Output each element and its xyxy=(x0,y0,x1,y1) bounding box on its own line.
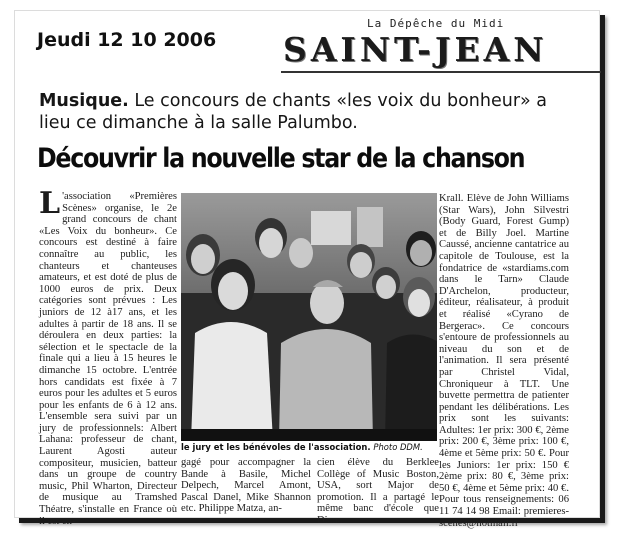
newspaper-name: La Dépêche du Midi xyxy=(367,17,505,30)
caption-text: le jury et les bénévoles de l'association. xyxy=(181,442,371,452)
kicker-label: Musique. xyxy=(39,91,129,111)
article-column-2 xyxy=(181,457,311,515)
drop-cap: L xyxy=(39,186,61,221)
clipping-date: Jeudi 12 10 2006 xyxy=(37,29,217,51)
photo-credit: Photo DDM. xyxy=(373,442,423,452)
group-photo-illustration xyxy=(181,193,437,441)
column-2-text: gagé pour accompagner la Bande à Basile, Michel Delpech, Marcel Amont, Pascal Danel, Mike Shannon etc. Philippe Matza, an- xyxy=(181,457,311,515)
article-column-1 xyxy=(39,186,177,527)
header-rule xyxy=(281,71,601,73)
kicker-text: Le concours de chants «les voix du bonheur» a lieu ce dimanche à la salle Palumbo. xyxy=(39,91,548,133)
column-4-text: Krall. Elève de John Williams (Star Wars), John Silvestri (Body Guard, Forest Gump) et de Billy Joel. Martine Caussé, ancienne cantatrice au capitole de Toulouse, est la fondatrice de «stardiams.com dans le Tarn» Claude D'Archelon, producteur, éditeur, réalisateur, à produit et réalisé «Cyrano de Bergerac». Ce concours s'entoure de professionnels au niveau du son et de l'animation. Il sera présenté par Christel Vidal, Chroniqueur à TLT. Une buvette permettra de patienter pendant les délibérations. Les prix sont les suivants: Adultes: 1er prix: 300 €, 2ème prix: 200 €, 3ème prix: 100 €, 4ème et 5ème prix: 50 €. Pour les Juniors: 1er prix: 150 € 2ème prix: 80 €, 3ème prix: 50 €, 4ème et 5ème prix: 40 €. Pour tous renseignements: 06 11 74 14 98 Email: premieres-scenes@hotmail.fr xyxy=(439,193,569,529)
section-city-title: SAINT-JEAN xyxy=(283,30,548,69)
article-column-4 xyxy=(439,193,569,529)
newspaper-clipping xyxy=(14,10,600,529)
article-kicker xyxy=(39,90,579,134)
column-1-text: 'association «Premières Scènes» organise, le 2e grand concours de chant «Les Voix du bonheur». Ce concours est destiné à faire connaître au public, les chanteurs et chanteuses amateurs, et est doté de plus de 1000 euros de prix. Deux catégories sont prévues : Les juniors de 12 à17 ans, et les adultes à partir de 18 ans. Il se déroulera en deux parties: la sélection et le spectacle de la finale qui a lieu à 15 heures le dimanche 15 octobre. L'entrée hors candidats est fixée à 7 euros pour les adultes et 5 euros pour les enfants de 6 à 12 ans. L'ensemble sera suivi par un jury de professionnels: Albert Lahana: professeur de chant, Laurent Agosti auteur compositeur, musicien, batteur dans un groupe de country music, Phil Wharton, Directeur de musique au Tramshed Théatre, s'installe en France où il est en- xyxy=(39,191,177,527)
photo-caption xyxy=(181,442,439,452)
column-3-text: cien élève du Berklee Collège of Music Boston, USA, sort Major de promotion. Il a partagé le même banc d'école que Diana xyxy=(317,457,439,526)
group-photo xyxy=(181,193,437,441)
article-headline: Découvrir la nouvelle star de la chanson xyxy=(37,143,525,174)
article-column-3 xyxy=(317,457,439,527)
